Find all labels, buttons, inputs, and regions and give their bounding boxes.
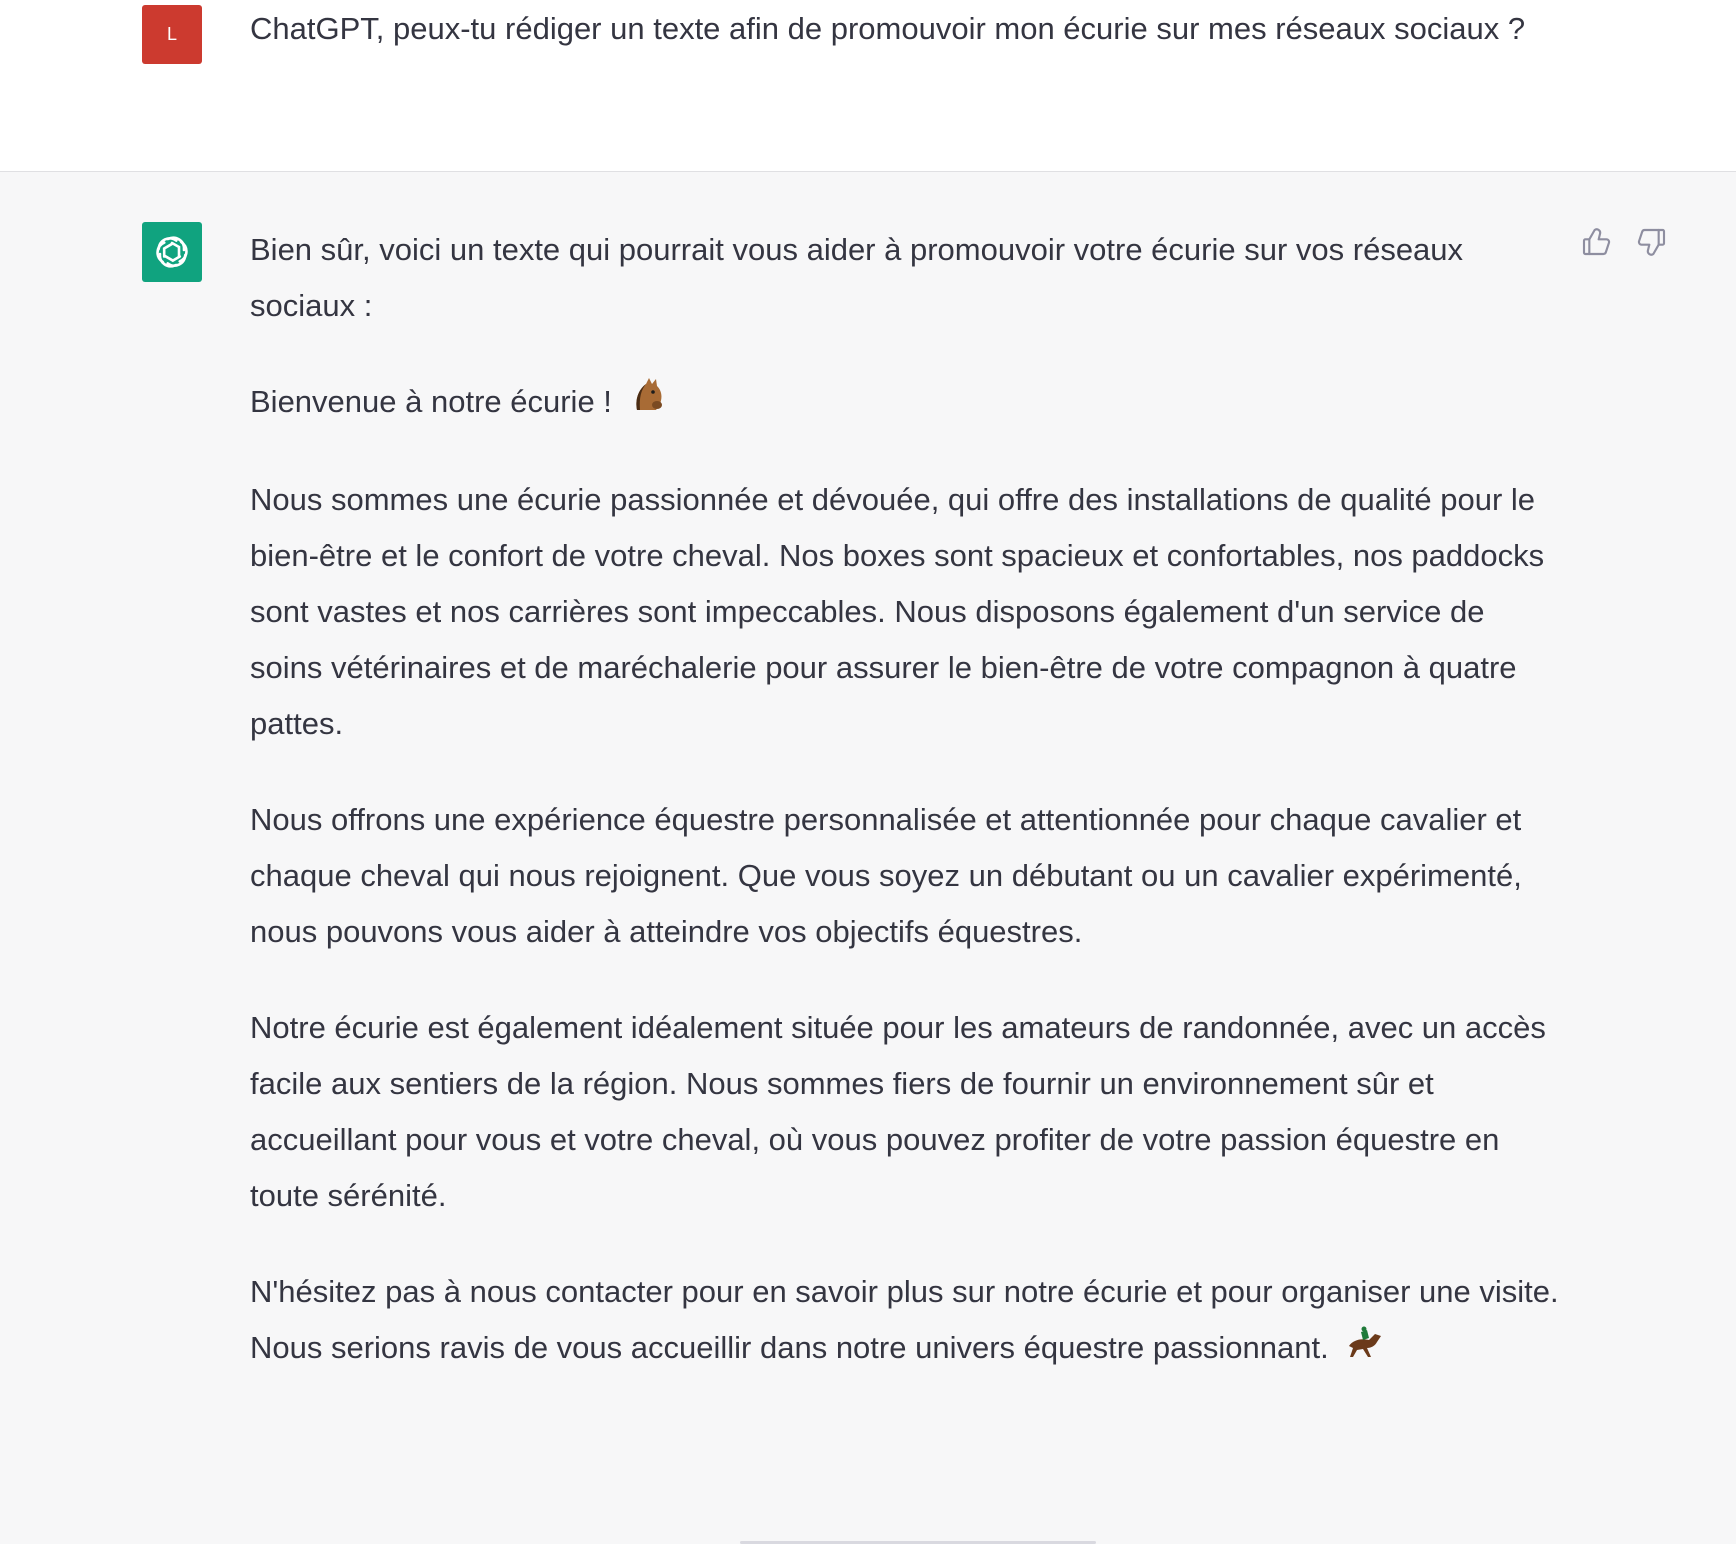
assistant-intro: Bien sûr, voici un texte qui pourrait vous aider à promouvoir votre écurie sur vos réseaux sociaux : <box>250 232 1464 323</box>
assistant-closing: N'hésitez pas à nous contacter pour en savoir plus sur notre écurie et pour organiser une visite. Nous serions ravis de vous accueillir dans notre univers équestre passionnant. <box>250 1273 1559 1365</box>
assistant-paragraph: Notre écurie est également idéalement située pour les amateurs de randonnée, avec un accès facile aux sentiers de la région. Nous sommes fiers de fournir un environnement sûr et accueillant pour vous et votre cheval, où vous pouvez profiter de votre passion équestre en toute sérénité. <box>250 1009 1546 1213</box>
horse-face-emoji-icon <box>629 376 667 432</box>
assistant-message-body <box>250 222 1560 1418</box>
user-message-row <box>0 0 1736 172</box>
user-avatar <box>142 5 202 64</box>
assistant-paragraph: Nous offrons une expérience équestre personnalisée et attentionnée pour chaque cavalier et chaque cheval qui nous rejoignent. Que vous soyez un débutant ou un cavalier expérimenté, nous pouvons vous aider à atteindre vos objectifs équestres. <box>250 801 1522 949</box>
assistant-message-row <box>0 172 1736 1372</box>
assistant-paragraph: Nous sommes une écurie passionnée et dévouée, qui offre des installations de qualité pour le bien-être et le confort de votre cheval. Nos boxes sont spacieux et confortables, nos paddocks sont vastes et nos carrières sont impeccables. Nous disposons également d'un service de soins vétérinaires et de maréchalerie pour assurer le bien-être de votre compagnon à quatre pattes. <box>250 481 1545 741</box>
chatgpt-logo-icon <box>142 222 202 282</box>
thumbs-up-icon <box>1580 226 1612 258</box>
thumbs-up-button[interactable] <box>1578 224 1614 260</box>
assistant-greeting: Bienvenue à notre écurie ! <box>250 384 612 419</box>
horse-racing-emoji-icon <box>1345 1322 1385 1378</box>
user-avatar-initial: L <box>166 24 177 44</box>
thumbs-down-button[interactable] <box>1634 224 1670 260</box>
assistant-closing-line <box>250 1264 1560 1378</box>
user-message-text: ChatGPT, peux-tu rédiger un texte afin de promouvoir mon écurie sur mes réseaux sociaux ? <box>250 11 1526 46</box>
assistant-greeting-line <box>250 374 1560 432</box>
thumbs-down-icon <box>1636 226 1668 258</box>
